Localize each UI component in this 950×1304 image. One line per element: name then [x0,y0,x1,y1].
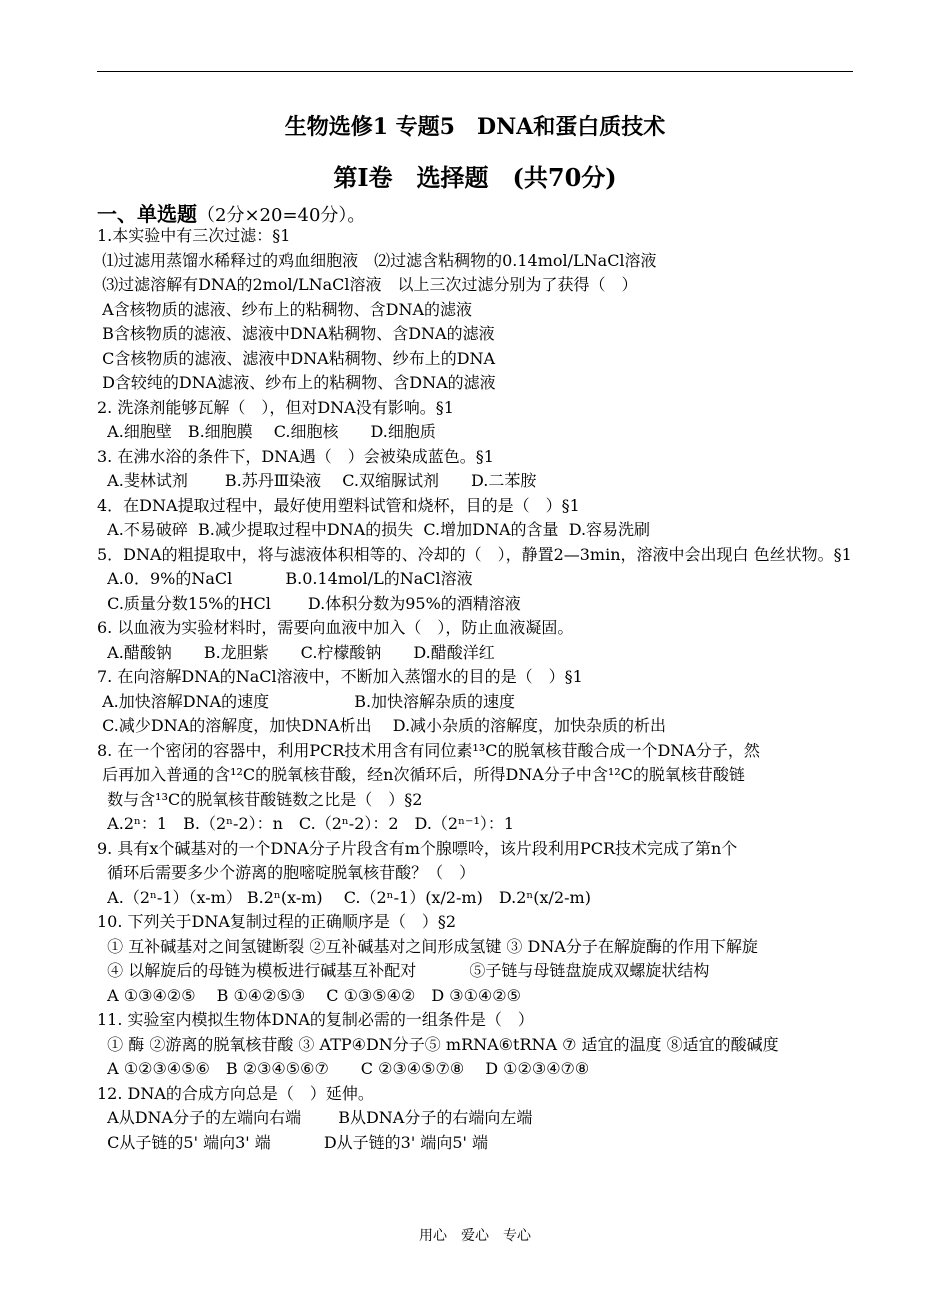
text-line: ⑴过滤用蒸馏水稀释过的鸡血细胞液 ⑵过滤含粘稠物的0.14mol/LNaCl溶液 [97,250,657,270]
text-line: 3. 在沸水浴的条件下，DNA遇（ ）会被染成蓝色。§1 [97,446,494,466]
text-line: A从DNA分子的左端向右端 B从DNA分子的右端向左端 [97,1108,533,1127]
text-line: ⑶过滤溶解有DNA的2mol/LNaCl溶液 以上三次过滤分别为了获得（ ） [97,275,638,294]
text-line: B含核物质的滤液、滤液中DNA粘稠物、含DNA的滤液 [97,324,495,343]
text-line: 8. 在一个密闭的容器中，利用PCR技术用含有同位素¹³C的脱氧核苷酸合成一个DNA分子，然 [97,740,760,760]
section-heading-note: （2分×20=40分）。 [197,205,366,226]
text-line: 5．DNA的粗提取中，将与滤液体积相等的、冷却的（ ），静置2—3min，溶液中会出现白 色丝状物。§1 [97,544,852,564]
text-line: 4．在DNA提取过程中，最好使用塑料试管和烧杯，目的是（ ）§1 [97,495,580,515]
text-line: A.（2ⁿ-1）（x-m） B.2ⁿ(x-m) C.（2ⁿ-1）(x/2-m) D.2ⁿ(x/2-m) [97,887,591,907]
text-line: 1.本实验中有三次过滤：§1 [97,226,291,245]
section-heading [97,198,365,227]
text-line: C.质量分数15%的HCl D.体积分数为95%的酒精溶液 [97,593,521,613]
text-line: A.0．9%的NaCl B.0.14mol/L的NaCl溶液 [97,569,473,588]
text-line: 12. DNA的合成方向总是（ ）延伸。 [97,1083,374,1103]
text-line: 6. 以血液为实验材料时，需要向血液中加入（ ），防止血液凝固。 [97,618,574,637]
text-line: 循环后需要多少个游离的胞嘧啶脱氧核苷酸？（ ） [97,863,476,882]
text-line: 2. 洗涤剂能够瓦解（ ），但对DNA没有影响。§1 [97,397,454,417]
text-line: 7. 在向溶解DNA的NaCl溶液中，不断加入蒸馏水的目的是（ ）§1 [97,667,583,686]
text-line: ① 酶 ②游离的脱氧核苷酸 ③ ATP④DN分子⑤ mRNA⑥tRNA ⑦ 适宜的温度 ⑧适宜的酸碱度 [97,1034,779,1054]
text-line: A.细胞壁 B.细胞膜 C.细胞核 D.细胞质 [97,422,436,441]
text-line: 数与含¹³C的脱氧核苷酸链数之比是（ ）§2 [97,789,423,809]
text-line: A.2ⁿ：1 B.（2ⁿ-2）：n C.（2ⁿ-2）：2 D.（2ⁿ⁻¹）：1 [97,814,515,833]
section-heading-label: 一、单选题 [97,202,197,226]
text-line: A.不易破碎 B.减少提取过程中DNA的损失 C.增加DNA的含量 D.容易洗刷 [97,520,651,539]
text-line: C.减少DNA的溶解度，加快DNA析出 D.减小杂质的溶解度，加快杂质的析出 [97,716,667,735]
text-line: D含较纯的DNA滤液、纱布上的粘稠物、含DNA的滤液 [97,373,496,392]
text-line: 9. 具有x个碱基对的一个DNA分子片段含有m个腺嘌呤，该片段利用PCR技术完成了第n个 [97,838,738,858]
text-line: C含核物质的滤液、滤液中DNA粘稠物、纱布上的DNA [97,348,496,368]
header-rule [97,71,853,72]
text-line: A.加快溶解DNA的速度 B.加快溶解杂质的速度 [97,691,516,711]
question-list [97,224,867,1155]
text-line: A含核物质的滤液、纱布上的粘稠物、含DNA的滤液 [97,299,473,319]
document-subtitle: 第Ⅰ卷 选择题 (共70分) [333,163,617,192]
text-line: 11. 实验室内模拟生物体DNA的复制必需的一组条件是（ ） [97,1010,534,1029]
text-line: 10. 下列关于DNA复制过程的正确顺序是（ ）§2 [97,912,457,931]
text-line: ① 互补碱基对之间氢键断裂 ②互补碱基对之间形成氢键 ③ DNA分子在解旋酶的作用下解旋 [97,936,758,956]
text-line: 后再加入普通的含¹²C的脱氧核苷酸，经n次循环后，所得DNA分子中含¹²C的脱氧核苷酸链 [97,765,745,784]
page-footer: 用心 爱心 专心 [419,1228,531,1244]
text-line: ④ 以解旋后的母链为模板进行碱基互补配对 ⑤子链与母链盘旋成双螺旋状结构 [97,961,710,980]
document-title: 生物选修1 专题5 DNA和蛋白质技术 [284,114,666,140]
text-line: A.醋酸钠 B.龙胆紫 C.柠檬酸钠 D.醋酸洋红 [97,642,495,662]
text-line: A.斐林试剂 B.苏丹Ⅲ染液 C.双缩脲试剂 D.二苯胺 [97,471,537,490]
text-line: C从子链的5' 端向3' 端 D从子链的3' 端向5' 端 [97,1132,488,1152]
text-line: A ①②③④⑤⑥ B ②③④⑤⑥⑦ C ②③④⑤⑦⑧ D ①②③④⑦⑧ [97,1059,590,1078]
text-line: A ①③④②⑤ B ①④②⑤③ C ①③⑤④② D ③①④②⑤ [97,985,521,1005]
